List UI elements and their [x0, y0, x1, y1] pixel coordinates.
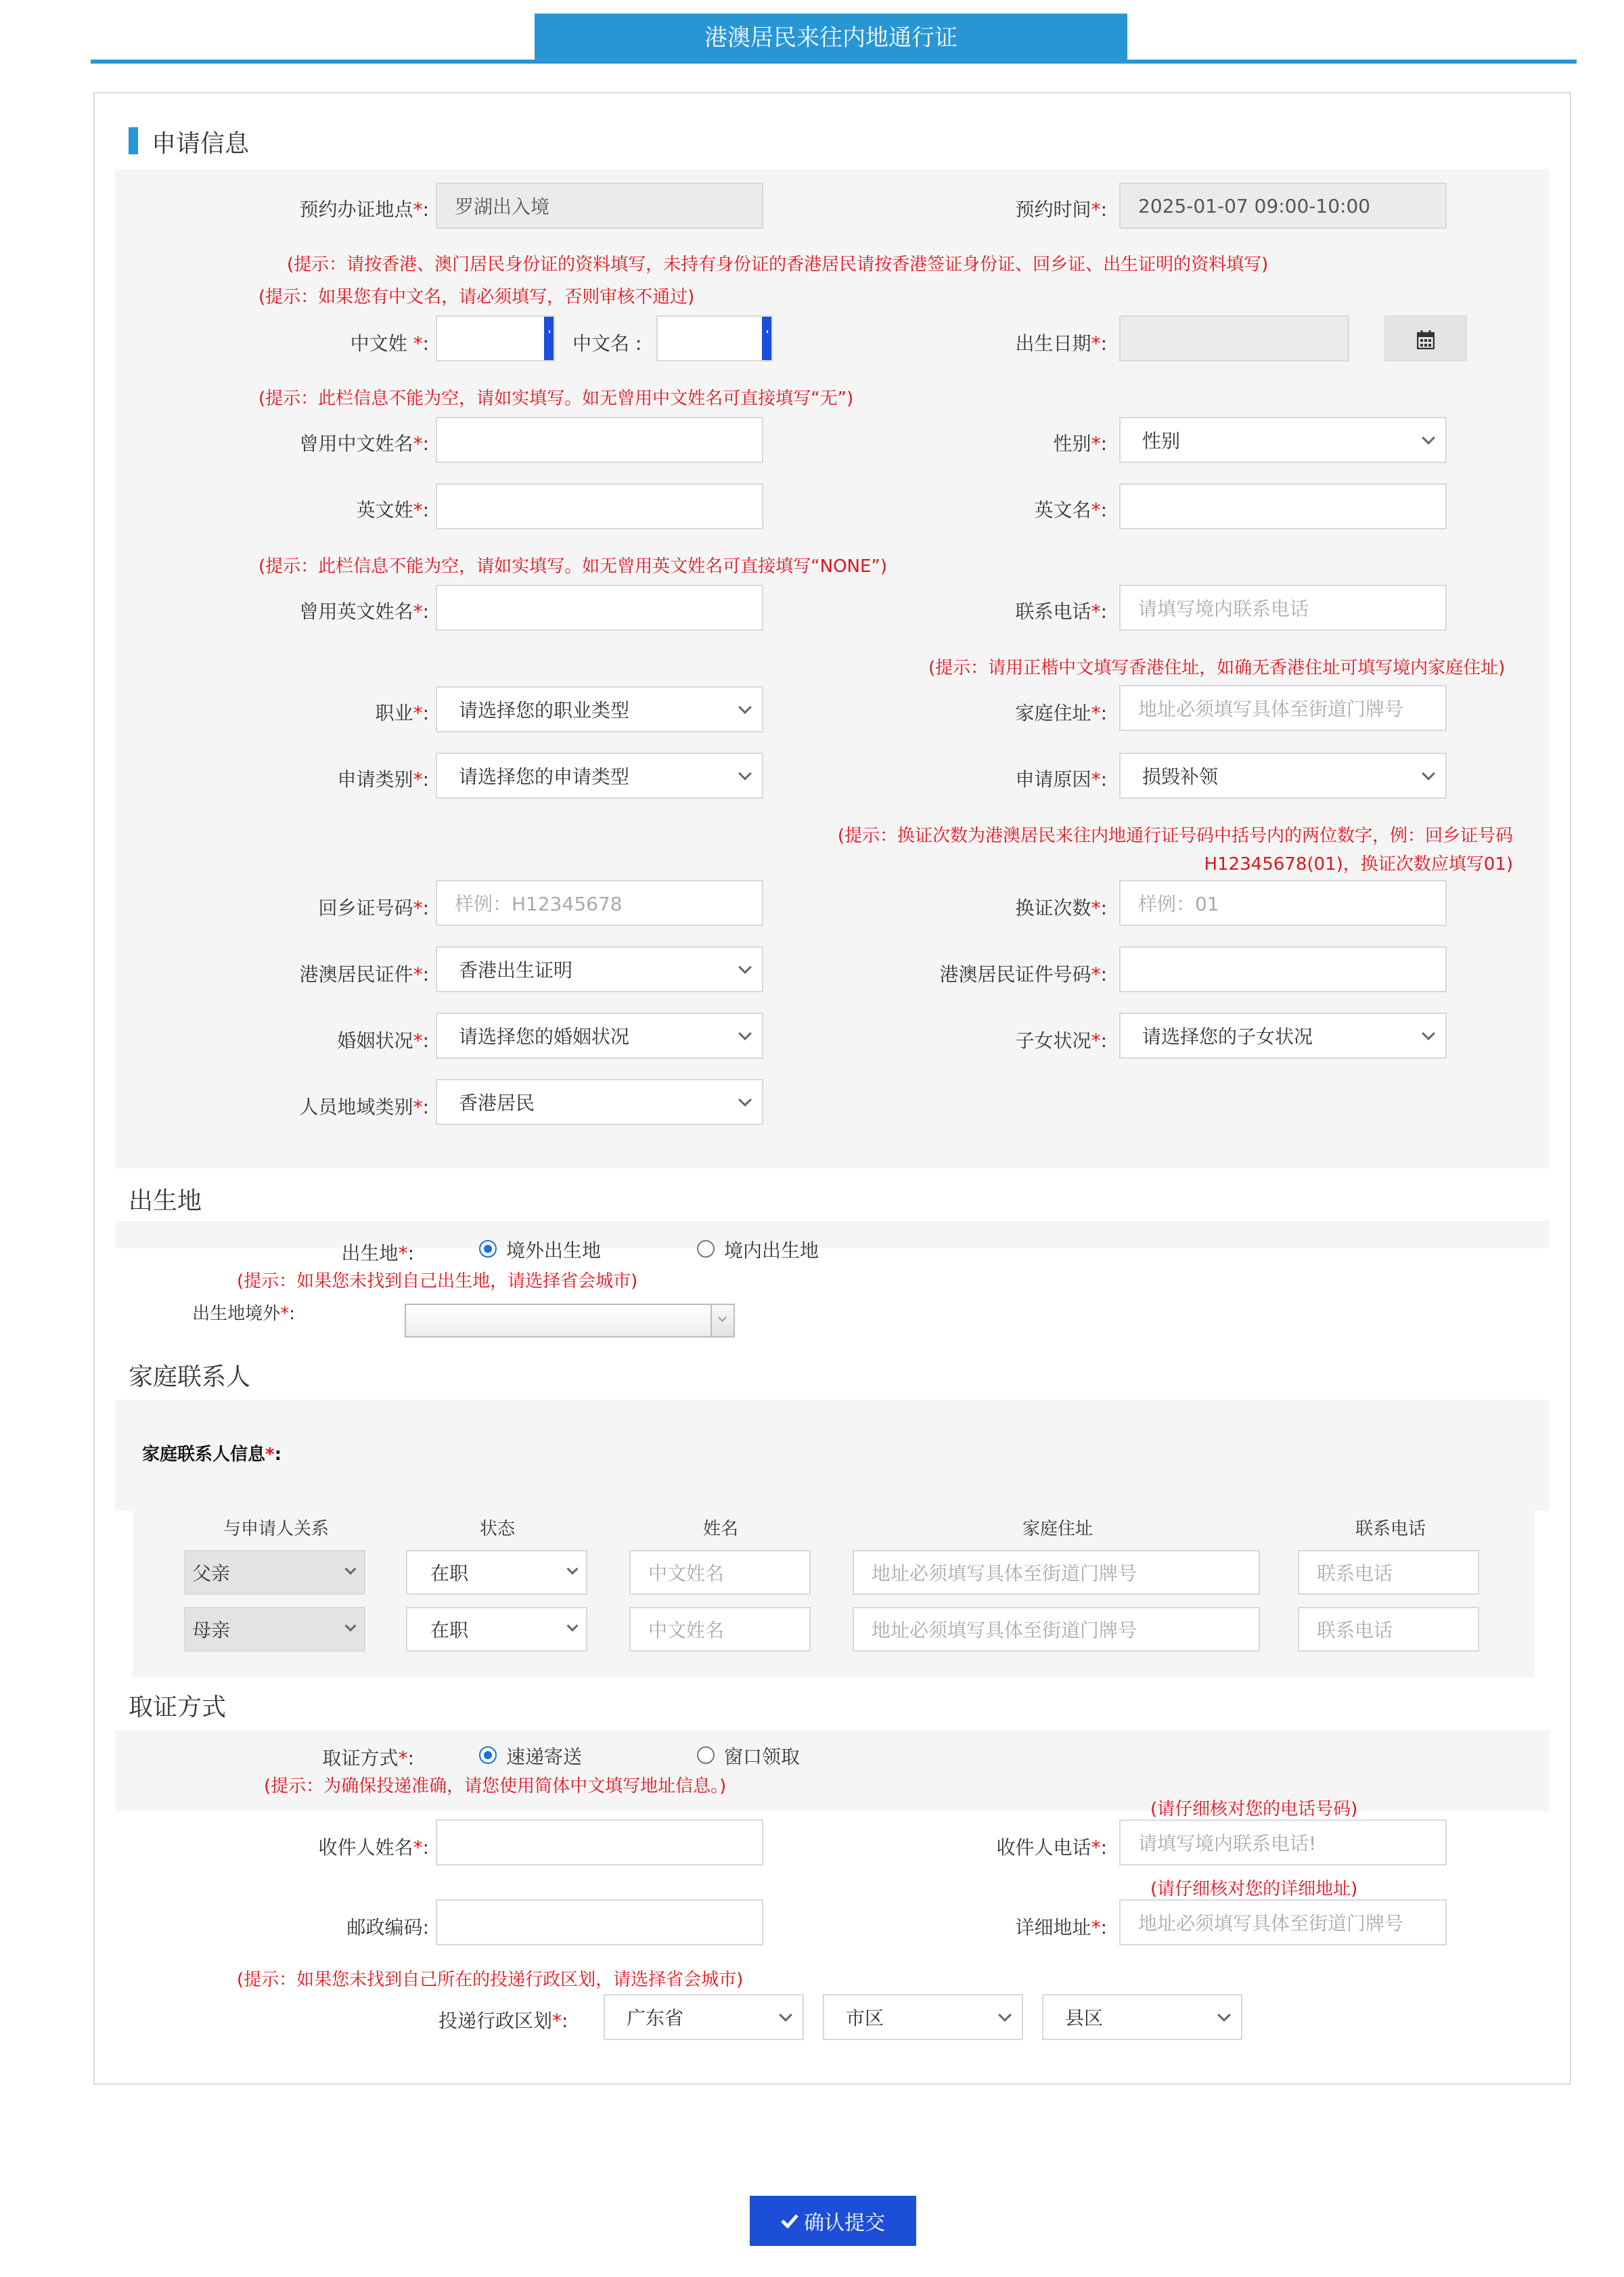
birthplace-overseas-field-label: 出生地境外*:: [192, 1304, 295, 1324]
appointment-time-field[interactable]: 2025-01-07 09:00-10:00: [1119, 183, 1447, 229]
check-icon: [781, 2213, 798, 2228]
recipient-phone-input[interactable]: 请填写境内联系电话!: [1119, 1819, 1447, 1865]
resident-doc-no-input[interactable]: [1119, 946, 1447, 992]
chevron-down-icon: [738, 960, 752, 974]
gender-label: 性别*:: [1053, 433, 1107, 455]
cn-given-label: 中文名 :: [572, 332, 642, 355]
hint-check-phone: (请仔细核对您的电话号码): [1150, 1799, 1358, 1819]
children-select[interactable]: 请选择您的子女状况: [1119, 1013, 1447, 1059]
resident-doc-select[interactable]: 香港出生证明: [436, 946, 763, 992]
region-type-label: 人员地域类别*:: [299, 1096, 429, 1118]
chevron-down-icon: [567, 1620, 579, 1632]
birthplace-row-bg: [115, 1221, 1550, 1248]
chevron-down-icon: [718, 1313, 727, 1322]
city-select[interactable]: 市区: [823, 1994, 1023, 2040]
section-marker: [129, 127, 138, 154]
hint-check-address: (请仔细核对您的详细地址): [1150, 1879, 1358, 1899]
section-title-family: 家庭联系人: [129, 1363, 251, 1391]
submit-label: 确认提交: [804, 2211, 885, 2235]
calendar-icon: [1417, 330, 1435, 349]
location-label: 预约办证地点*:: [299, 198, 429, 221]
recipient-name-label: 收件人姓名*:: [318, 1836, 429, 1859]
birth-date-label: 出生日期*:: [1015, 332, 1107, 355]
hint-former-cn: (提示：此栏信息不能为空，请如实填写。如无曾用中文姓名可直接填写“无”): [258, 389, 854, 409]
former-en-label: 曾用英文姓名*:: [299, 600, 429, 623]
app-type-select[interactable]: 请选择您的申请类型: [436, 753, 763, 799]
region-type-select[interactable]: 香港居民: [436, 1079, 763, 1125]
pickup-express-radio[interactable]: [479, 1746, 497, 1764]
col-header-status: 状态: [479, 1519, 515, 1539]
hint-chinese-name: (提示：如果您有中文名，请必须填写，否则审核不通过): [258, 287, 695, 307]
former-cn-label: 曾用中文姓名*:: [299, 433, 429, 455]
contact-address-input[interactable]: 地址必须填写具体至街道门牌号: [853, 1550, 1260, 1595]
calendar-button[interactable]: [1384, 315, 1467, 361]
district-label: 投递行政区划*:: [438, 2010, 568, 2032]
birthplace-overseas-label: 境外出生地: [506, 1239, 602, 1262]
birthplace-domestic-label: 境内出生地: [724, 1239, 819, 1262]
pickup-express-label: 速递寄送: [506, 1746, 583, 1768]
birth-date-input[interactable]: [1119, 315, 1349, 361]
field-edge-marker: [544, 315, 555, 361]
home-address-input[interactable]: 地址必须填写具体至街道门牌号: [1119, 685, 1447, 731]
chevron-down-icon: [567, 1564, 579, 1575]
en-given-label: 英文名*:: [1034, 499, 1107, 521]
former-cn-input[interactable]: [436, 417, 763, 463]
former-en-input[interactable]: [436, 585, 763, 631]
marital-select[interactable]: 请选择您的婚姻状况: [436, 1013, 763, 1059]
en-given-input[interactable]: [1119, 483, 1447, 529]
resident-doc-label: 港澳居民证件*:: [299, 963, 429, 986]
occupation-select[interactable]: 请选择您的职业类型: [436, 686, 763, 732]
hint-renewal-line2: H12345678(01)，换证次数应填写01): [1204, 854, 1513, 875]
col-header-name: 姓名: [702, 1519, 738, 1539]
postal-code-label: 邮政编码:: [346, 1916, 429, 1939]
family-info-label: 家庭联系人信息*:: [142, 1444, 282, 1465]
appointment-time-label: 预约时间*:: [1015, 198, 1107, 221]
app-reason-label: 申请原因*:: [1015, 768, 1107, 791]
col-header-phone: 联系电话: [1355, 1519, 1426, 1539]
chevron-down-icon: [1422, 431, 1435, 445]
status-select[interactable]: 在职: [406, 1607, 587, 1652]
birthplace-overseas-radio[interactable]: [479, 1240, 497, 1258]
permit-no-input[interactable]: 样例：H12345678: [436, 880, 763, 926]
marital-label: 婚姻状况*:: [337, 1030, 429, 1052]
province-select[interactable]: 广东省: [604, 1994, 804, 2040]
children-label: 子女状况*:: [1015, 1030, 1107, 1052]
col-header-relation: 与申请人关系: [223, 1519, 329, 1539]
cn-given-input[interactable]: [656, 315, 773, 361]
birthplace-overseas-combo[interactable]: [405, 1304, 735, 1338]
combo-arrow-button[interactable]: [710, 1305, 734, 1336]
contact-phone-input[interactable]: 联系电话: [1298, 1607, 1479, 1652]
chevron-down-icon: [1422, 767, 1435, 780]
contact-address-input[interactable]: 地址必须填写具体至街道门牌号: [853, 1607, 1260, 1652]
section-title-pickup: 取证方式: [129, 1694, 227, 1721]
contact-name-input[interactable]: 中文姓名: [629, 1550, 811, 1595]
hint-renewal-line1: (提示：换证次数为港澳居民来往内地通行证号码中括号内的两位数字，例：回乡证号码: [837, 826, 1513, 846]
chevron-down-icon: [1217, 2008, 1231, 2022]
hint-birthplace: (提示：如果您未找到自己出生地，请选择省会城市): [237, 1271, 638, 1291]
resident-doc-no-label: 港澳居民证件号码*:: [939, 963, 1107, 986]
page-title: 港澳居民来往内地通行证: [535, 14, 1127, 62]
app-reason-select[interactable]: 损毁补领: [1119, 753, 1447, 799]
phone-input[interactable]: 请填写境内联系电话: [1119, 585, 1447, 631]
relation-select[interactable]: 父亲: [184, 1550, 365, 1595]
gender-select[interactable]: 性别: [1119, 417, 1447, 463]
status-select[interactable]: 在职: [406, 1550, 587, 1595]
detail-address-input[interactable]: 地址必须填写具体至街道门牌号: [1119, 1899, 1447, 1945]
hint-former-en: (提示：此栏信息不能为空，请如实填写。如无曾用英文姓名可直接填写“NONE”): [258, 556, 888, 577]
birthplace-label: 出生地*:: [341, 1242, 414, 1264]
relation-select[interactable]: 母亲: [184, 1607, 365, 1652]
recipient-phone-label: 收件人电话*:: [996, 1836, 1107, 1859]
postal-code-input[interactable]: [436, 1899, 763, 1945]
title-underline: [91, 60, 1577, 64]
en-surname-label: 英文姓*:: [356, 499, 429, 521]
pickup-window-radio[interactable]: [697, 1746, 715, 1764]
cn-surname-input[interactable]: [436, 315, 555, 361]
pickup-window-label: 窗口领取: [724, 1746, 800, 1768]
chevron-down-icon: [1422, 1027, 1435, 1040]
county-select[interactable]: 县区: [1042, 1994, 1242, 2040]
renewal-count-input[interactable]: 样例：01: [1119, 880, 1447, 926]
en-surname-input[interactable]: [436, 483, 763, 529]
birthplace-domestic-radio[interactable]: [697, 1240, 715, 1258]
occupation-label: 职业*:: [375, 702, 429, 724]
chevron-down-icon: [345, 1564, 357, 1575]
chevron-down-icon: [345, 1620, 357, 1632]
chevron-down-icon: [738, 1027, 752, 1040]
chevron-down-icon: [998, 2008, 1012, 2022]
family-info-bg: [115, 1400, 1550, 1511]
permit-no-label: 回乡证号码*:: [318, 897, 429, 919]
col-header-address: 家庭住址: [1022, 1519, 1093, 1539]
chevron-down-icon: [738, 1093, 752, 1107]
submit-button[interactable]: [750, 2196, 916, 2246]
chevron-down-icon: [779, 2008, 792, 2022]
hint-delivery-address: (提示：为确保投递准确，请您使用简体中文填写地址信息。): [264, 1776, 727, 1796]
contact-phone-input[interactable]: 联系电话: [1298, 1550, 1479, 1595]
renewal-count-label: 换证次数*:: [1015, 897, 1107, 919]
pickup-label: 取证方式*:: [322, 1747, 414, 1769]
hint-id-card: (提示：请按香港、澳门居民身份证的资料填写，未持有身份证的香港居民请按香港签证身份证、回乡证、出生证明的资料填写): [287, 255, 1269, 275]
section-title-application: 申请信息: [152, 130, 250, 158]
section-title-birthplace: 出生地: [129, 1187, 202, 1215]
hint-district: (提示：如果您未找到自己所在的投递行政区划，请选择省会城市): [237, 1970, 744, 1990]
contact-name-input[interactable]: 中文姓名: [629, 1607, 811, 1652]
chevron-down-icon: [738, 767, 752, 780]
hint-hk-address: (提示：请用正楷中文填写香港住址，如确无香港住址可填写境内家庭住址): [928, 658, 1506, 678]
phone-label: 联系电话*:: [1015, 600, 1107, 623]
field-edge-marker: [762, 315, 773, 361]
location-field[interactable]: 罗湖出入境: [436, 183, 763, 229]
detail-address-label: 详细地址*:: [1015, 1916, 1107, 1939]
recipient-name-input[interactable]: [436, 1819, 763, 1865]
home-address-label: 家庭住址*:: [1015, 702, 1107, 724]
cn-surname-label: 中文姓 *:: [350, 332, 429, 355]
chevron-down-icon: [738, 701, 752, 714]
app-type-label: 申请类别*:: [337, 768, 429, 791]
